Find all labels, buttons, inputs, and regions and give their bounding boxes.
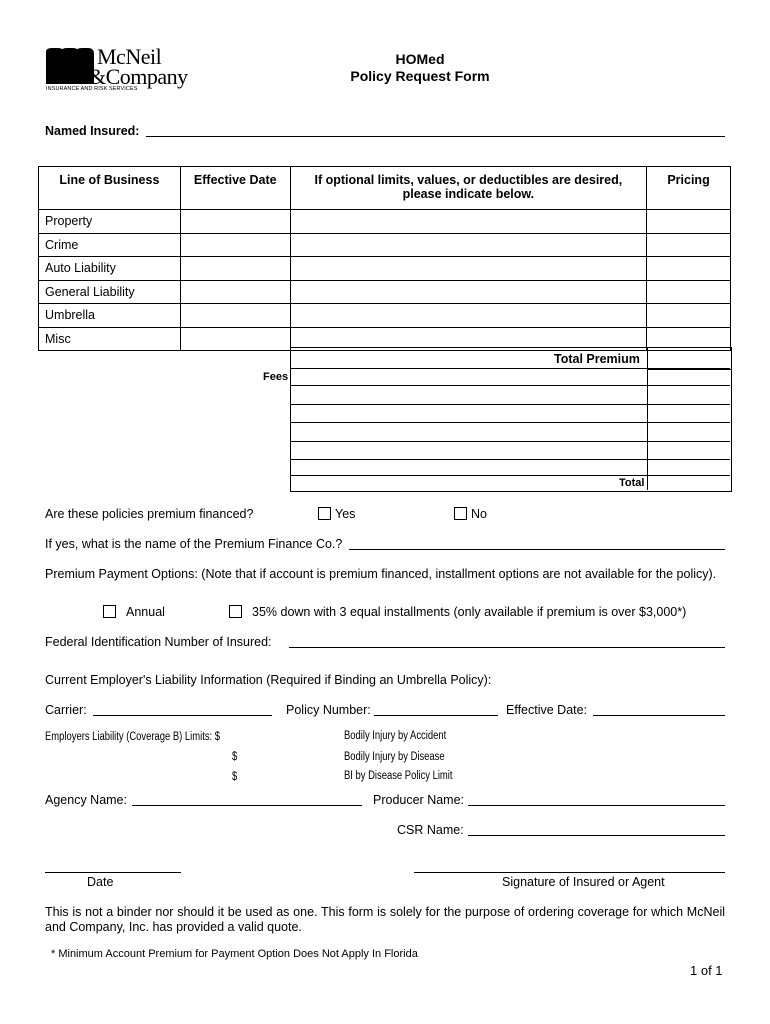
installment-checkbox[interactable]: [229, 605, 242, 618]
effective-date-cell[interactable]: [180, 304, 290, 328]
fee-line: [290, 422, 730, 423]
header-pricing: Pricing: [647, 167, 731, 210]
total-premium-label: Total Premium: [554, 352, 640, 366]
table-row: [39, 233, 731, 257]
csr-name-field[interactable]: [468, 835, 725, 836]
yes-checkbox[interactable]: [318, 507, 331, 520]
installment-label: 35% down with 3 equal installments (only available if premium is over $3,000*): [252, 605, 687, 619]
row-label: Crime: [39, 233, 181, 257]
producer-name-label: Producer Name:: [373, 793, 465, 807]
no-checkbox[interactable]: [454, 507, 467, 520]
limits-cell[interactable]: [290, 257, 646, 281]
named-insured-field[interactable]: [146, 136, 725, 137]
fee-line: [290, 368, 730, 369]
table-row: [39, 304, 731, 328]
pricing-cell[interactable]: [647, 233, 731, 257]
pricing-cell[interactable]: [647, 304, 731, 328]
no-label: No: [471, 507, 487, 521]
header-effective-date: Effective Date: [180, 167, 290, 210]
policy-number-field[interactable]: [374, 715, 498, 716]
row-label: Property: [39, 210, 181, 234]
limit-dollar-2: $: [232, 751, 238, 763]
page-number: 1 of 1: [690, 963, 723, 978]
fee-line: [290, 441, 730, 442]
pricing-cell[interactable]: [647, 280, 731, 304]
effective-date-cell[interactable]: [180, 233, 290, 257]
payment-options-text: Premium Payment Options: (Note that if account is premium financed, installment options are not available for the policy).: [45, 567, 717, 581]
carrier-label: Carrier:: [45, 703, 87, 717]
signature-field[interactable]: [414, 872, 725, 873]
effective-date-cell[interactable]: [180, 210, 290, 234]
limits-cell[interactable]: [290, 304, 646, 328]
producer-name-field[interactable]: [468, 805, 725, 806]
effective-date-cell[interactable]: [180, 327, 290, 351]
limit-dollar-3: $: [232, 771, 238, 783]
row-label: Auto Liability: [39, 257, 181, 281]
row-label: General Liability: [39, 280, 181, 304]
row-label: Umbrella: [39, 304, 181, 328]
effective-date-field[interactable]: [593, 715, 725, 716]
fee-line: [290, 385, 730, 386]
header-optional-limits: If optional limits, values, or deductibles are desired, please indicate below.: [290, 167, 646, 210]
logo-tagline: INSURANCE AND RISK SERVICES: [46, 86, 138, 92]
form-title: HOMed: [395, 51, 445, 67]
annual-label: Annual: [126, 605, 165, 619]
limits-cell[interactable]: [290, 233, 646, 257]
disclaimer-text: This is not a binder nor should it be used as one. This form is solely for the purpose of ordering coverage for which McNeil and Company, Inc. has provided a valid quote.: [45, 905, 725, 934]
logo-line1: McNeil: [97, 44, 162, 69]
carrier-field[interactable]: [93, 715, 272, 716]
bi-policy-label: BI by Disease Policy Limit: [344, 770, 453, 782]
fein-label: Federal Identification Number of Insured:: [45, 635, 272, 649]
pricing-cell[interactable]: [647, 257, 731, 281]
fee-line: [290, 404, 730, 405]
form-subtitle: Policy Request Form: [350, 68, 490, 84]
row-label: Misc: [39, 327, 181, 351]
fees-value-column[interactable]: [647, 368, 648, 490]
employers-heading: Current Employer's Liability Information (Required if Binding an Umbrella Policy):: [45, 673, 492, 687]
named-insured-label: Named Insured:: [45, 124, 140, 138]
limits-cell[interactable]: [290, 210, 646, 234]
finance-co-label: If yes, what is the name of the Premium Finance Co.?: [45, 537, 343, 551]
agency-name-field[interactable]: [132, 805, 362, 806]
total-label: Total: [619, 477, 645, 489]
finance-co-field[interactable]: [349, 549, 725, 550]
date-field[interactable]: [45, 872, 181, 873]
limits-cell[interactable]: [290, 280, 646, 304]
logo-line2: &Company: [89, 64, 188, 89]
fee-line: [290, 475, 730, 476]
effective-date-cell[interactable]: [180, 257, 290, 281]
annual-checkbox[interactable]: [103, 605, 116, 618]
limits-label: Employers Liability (Coverage B) Limits: $: [45, 731, 221, 743]
line-of-business-table: [38, 166, 731, 351]
table-row: [39, 280, 731, 304]
agency-name-label: Agency Name:: [45, 793, 127, 807]
fee-line: [290, 459, 730, 460]
bi-accident-label: Bodily Injury by Accident: [344, 730, 447, 742]
effective-date-label: Effective Date:: [506, 703, 588, 717]
pricing-cell[interactable]: [647, 210, 731, 234]
financed-question: Are these policies premium financed?: [45, 507, 254, 521]
signature-label: Signature of Insured or Agent: [502, 875, 665, 889]
date-label: Date: [87, 875, 114, 889]
footnote-text: * Minimum Account Premium for Payment Option Does Not Apply In Florida: [51, 948, 418, 960]
yes-label: Yes: [335, 507, 356, 521]
fein-field[interactable]: [289, 647, 725, 648]
bi-disease-label: Bodily Injury by Disease: [344, 751, 445, 763]
policy-number-label: Policy Number:: [286, 703, 371, 717]
csr-name-label: CSR Name:: [397, 823, 464, 837]
total-premium-value[interactable]: [647, 347, 732, 370]
table-row: [39, 210, 731, 234]
table-header-row: [39, 167, 731, 210]
effective-date-cell[interactable]: [180, 280, 290, 304]
table-row: [39, 257, 731, 281]
header-line-of-business: Line of Business: [39, 167, 181, 210]
fees-label: Fees: [263, 371, 289, 383]
